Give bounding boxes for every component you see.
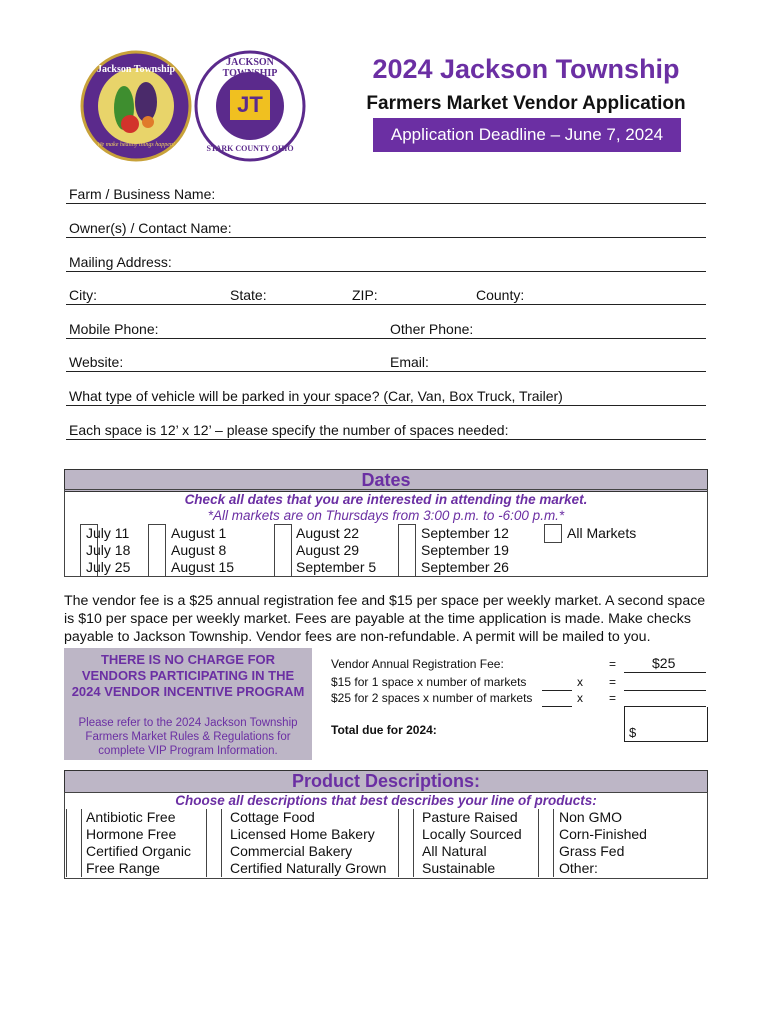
product-option[interactable]: Non GMO bbox=[559, 809, 623, 825]
product-option[interactable]: Licensed Home Bakery bbox=[230, 826, 375, 842]
farm-name-field[interactable] bbox=[66, 184, 706, 204]
zip-label: ZIP: bbox=[352, 287, 378, 303]
deadline-banner: Application Deadline – June 7, 2024 bbox=[373, 118, 681, 152]
date-option[interactable]: September 26 bbox=[421, 559, 509, 575]
city-label: City: bbox=[69, 287, 97, 303]
product-option[interactable]: Certified Naturally Grown bbox=[230, 860, 387, 876]
date-checkbox-column[interactable] bbox=[398, 524, 416, 577]
vehicle-label: What type of vehicle will be parked in your space? (Car, Van, Box Truck, Trailer) bbox=[69, 388, 563, 404]
product-checkbox-column[interactable] bbox=[66, 809, 82, 877]
seal-bottom-text: STARK COUNTY OHIO bbox=[206, 144, 294, 153]
date-option[interactable]: September 12 bbox=[421, 525, 509, 541]
product-option[interactable]: Pasture Raised bbox=[422, 809, 518, 825]
website-label: Website: bbox=[69, 354, 124, 370]
dates-heading: Dates bbox=[64, 469, 708, 492]
two-space-x: x bbox=[577, 691, 583, 705]
two-space-label: $25 for 2 spaces x number of markets bbox=[331, 691, 533, 705]
owner-name-field[interactable] bbox=[66, 218, 706, 238]
vip-box bbox=[64, 648, 312, 760]
date-option[interactable]: September 5 bbox=[296, 559, 377, 575]
mailing-address-field[interactable] bbox=[66, 252, 706, 272]
logo-name: Jackson Township bbox=[96, 64, 176, 75]
product-option[interactable]: Other: bbox=[559, 860, 598, 876]
one-space-markets-input[interactable] bbox=[542, 690, 572, 691]
products-note: Choose all descriptions that best describes your line of products: bbox=[175, 793, 597, 808]
phone-field[interactable] bbox=[66, 319, 706, 339]
product-option[interactable]: Commercial Bakery bbox=[230, 843, 353, 859]
two-space-markets-input[interactable] bbox=[542, 706, 572, 707]
vehicle-field[interactable] bbox=[66, 386, 706, 406]
product-option[interactable]: Certified Organic bbox=[86, 843, 192, 859]
date-checkbox-column[interactable] bbox=[274, 524, 292, 577]
annual-fee-line bbox=[624, 672, 706, 673]
date-option[interactable]: August 8 bbox=[171, 542, 227, 558]
owner-name-label: Owner(s) / Contact Name: bbox=[69, 220, 232, 236]
total-due-box[interactable] bbox=[624, 707, 708, 742]
state-label: State: bbox=[230, 287, 267, 303]
product-checkbox-column[interactable] bbox=[398, 809, 414, 877]
other-phone-label: Other Phone: bbox=[390, 321, 474, 337]
date-checkbox-column[interactable] bbox=[544, 524, 562, 543]
city-state-zip-county-field[interactable] bbox=[66, 285, 706, 305]
product-option[interactable]: Sustainable bbox=[422, 860, 496, 876]
annual-eq: = bbox=[609, 657, 617, 671]
email-label: Email: bbox=[390, 354, 429, 370]
product-option[interactable]: Cottage Food bbox=[230, 809, 315, 825]
product-option[interactable]: Free Range bbox=[86, 860, 160, 876]
page-title: 2024 Jackson Township bbox=[372, 54, 680, 84]
mailing-address-label: Mailing Address: bbox=[69, 254, 172, 270]
product-option[interactable]: Grass Fed bbox=[559, 843, 625, 859]
total-due-label: Total due for 2024: bbox=[331, 723, 437, 737]
jt-seal-logo bbox=[194, 50, 306, 162]
county-label: County: bbox=[476, 287, 525, 303]
annual-fee-label: Vendor Annual Registration Fee: bbox=[331, 657, 504, 671]
date-checkbox-column[interactable] bbox=[148, 524, 166, 577]
one-space-total-input[interactable] bbox=[624, 690, 706, 691]
date-option[interactable]: August 1 bbox=[171, 525, 227, 541]
page-subtitle: Farmers Market Vendor Application bbox=[366, 93, 686, 114]
spaces-label: Each space is 12’ x 12’ – please specify the number of spaces needed: bbox=[69, 422, 509, 438]
product-checkbox-column[interactable] bbox=[538, 809, 554, 877]
seal-initials: JT bbox=[237, 92, 263, 117]
date-option[interactable]: July 25 bbox=[86, 559, 131, 575]
dates-note: Check all dates that you are interested in attending the market. bbox=[184, 492, 588, 507]
product-option[interactable]: All Natural bbox=[422, 843, 487, 859]
date-option[interactable]: September 19 bbox=[421, 542, 509, 558]
vip-body: Please refer to the 2024 Jackson Township Farmers Market Rules & Regulations for complete VIP Program Information. bbox=[78, 717, 298, 757]
spaces-field[interactable] bbox=[66, 420, 706, 440]
product-option[interactable]: Corn-Finished bbox=[559, 826, 647, 842]
product-checkbox-column[interactable] bbox=[206, 809, 222, 877]
one-space-x: x bbox=[577, 675, 583, 689]
date-option[interactable]: July 18 bbox=[86, 542, 131, 558]
date-option[interactable]: August 15 bbox=[171, 559, 235, 575]
dates-hours-note: *All markets are on Thursdays from 3:00 p.m. to -6:00 p.m.* bbox=[207, 508, 565, 523]
seal-top-text: JACKSON TOWNSHIP bbox=[222, 57, 278, 79]
vip-heading: THERE IS NO CHARGE FOR VENDORS PARTICIPATING IN THE 2024 VENDOR INCENTIVE PROGRAM bbox=[71, 652, 305, 699]
one-space-label: $15 for 1 space x number of markets bbox=[331, 675, 527, 689]
fee-paragraph: The vendor fee is a $25 annual registration fee and $15 per space per weekly market. A second space is $10 per space per weekly market. Fees are payable at the time application is made. Make checks payable to Jackson Township. Vendor fees are non-refundable. A permit will be mailed to you. bbox=[64, 593, 706, 645]
product-option[interactable]: Hormone Free bbox=[86, 826, 177, 842]
date-option[interactable]: August 22 bbox=[296, 525, 360, 541]
total-dollar-sign: $ bbox=[629, 725, 637, 740]
date-option[interactable]: All Markets bbox=[567, 525, 637, 541]
two-space-eq: = bbox=[609, 691, 617, 705]
mobile-phone-label: Mobile Phone: bbox=[69, 321, 159, 337]
date-option[interactable]: August 29 bbox=[296, 542, 360, 558]
date-option[interactable]: July 11 bbox=[86, 525, 130, 541]
jackson-township-logo bbox=[80, 50, 192, 162]
annual-fee-amount: $25 bbox=[652, 655, 676, 671]
product-option[interactable]: Locally Sourced bbox=[422, 826, 522, 842]
products-heading: Product Descriptions: bbox=[64, 770, 708, 793]
website-email-field[interactable] bbox=[66, 352, 706, 372]
one-space-eq: = bbox=[609, 675, 617, 689]
farm-name-label: Farm / Business Name: bbox=[69, 186, 216, 202]
logo-tagline: We make healthy things happen! bbox=[97, 142, 175, 148]
product-option[interactable]: Antibiotic Free bbox=[86, 809, 176, 825]
